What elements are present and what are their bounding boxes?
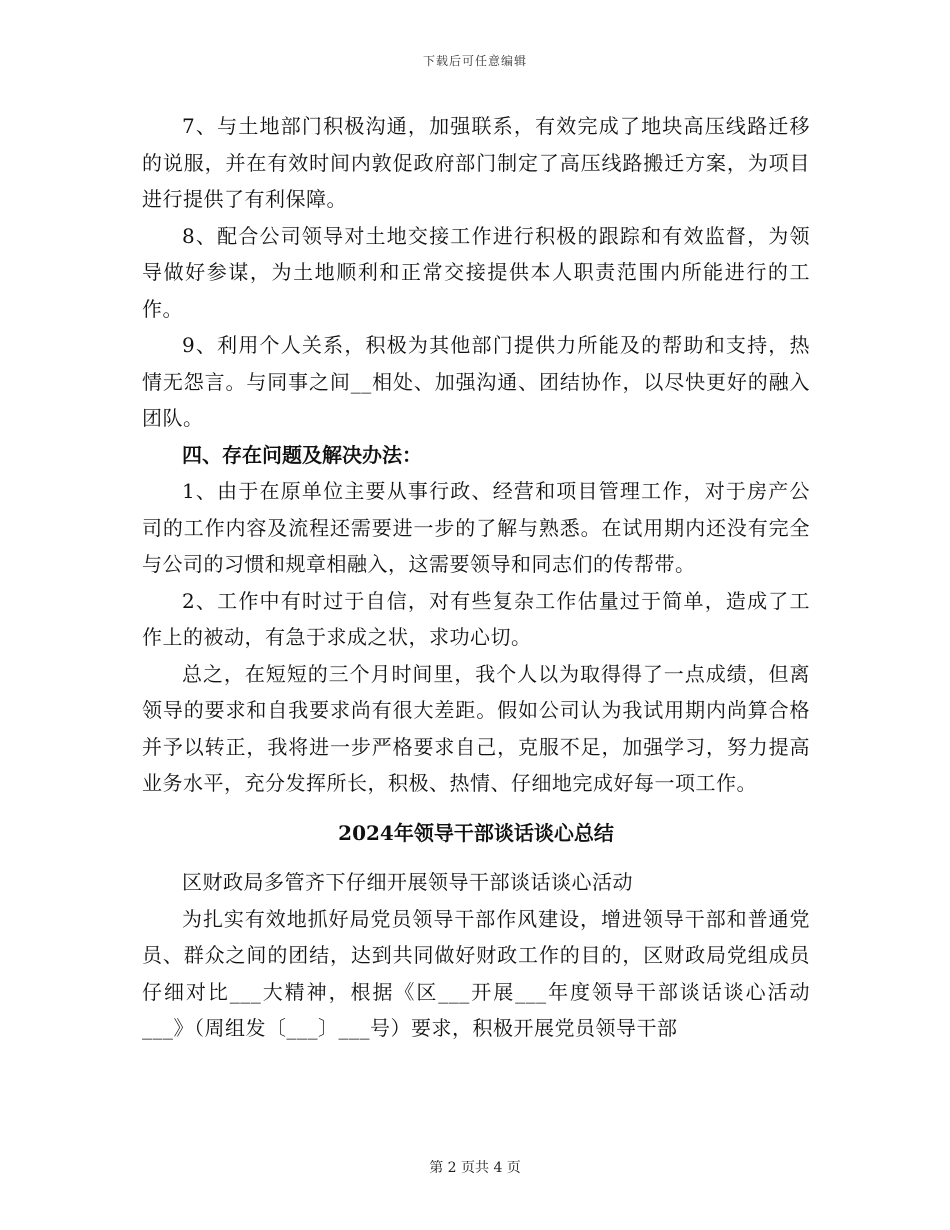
problem-paragraph-2: 2、工作中有时过于自信，对有些复杂工作估量过于简单，造成了工作上的被动，有急于求成之状，求功心切。 <box>142 588 810 649</box>
section-heading-4: 四、存在问题及解决办法： <box>182 442 422 467</box>
document-body <box>142 108 810 1047</box>
paragraph-9: 9、利用个人关系，积极为其他部门提供力所能及的帮助和支持，热情无怨言。与同事之间__相处、加强沟通、团结协作，以尽快更好的融入团队。 <box>142 333 810 430</box>
paragraph-8: 8、配合公司领导对土地交接工作进行积极的跟踪和有效监督，为领导做好参谋，为土地顺利和正常交接提供本人职责范围内所能进行的工作。 <box>142 223 810 321</box>
intro-paragraph: 为扎实有效地抓好局党员领导干部作风建设，增进领导干部和普通党员、群众之间的团结，达到共同做好财政工作的目的，区财政局党组成员仔细对比___大精神，根据《区___开展___年度领导干部谈话谈心活动___》（周组发〔___〕___号）要求，积极开展党员领导干部 <box>142 906 810 1040</box>
page-header: 下载后可任意编辑 <box>422 54 527 68</box>
paragraph-7: 7、与土地部门积极沟通，加强联系，有效完成了地块高压线路迁移的说服，并在有效时间内敦促政府部门制定了高压线路搬迁方案，为项目进行提供了有利保障。 <box>142 114 810 211</box>
subtitle-paragraph: 区财政局多管齐下仔细开展领导干部谈话谈心活动 <box>182 870 633 894</box>
page-footer: 第 2 页共 4 页 <box>429 1160 521 1176</box>
document-title: 2024年领导干部谈话谈心总结 <box>338 820 614 845</box>
problem-paragraph-1: 1、由于在原单位主要从事行政、经营和项目管理工作，对于房产公司的工作内容及流程还需要进一步的了解与熟悉。在试用期内还没有完全与公司的习惯和规章相融入，这需要领导和同志们的传帮带。 <box>142 479 810 576</box>
conclusion-paragraph: 总之，在短短的三个月时间里，我个人以为取得得了一点成绩，但离领导的要求和自我要求尚有很大差距。假如公司认为我试用期内尚算合格并予以转正，我将进一步严格要求自己，克服不足，加强学习，努力提高业务水平，充分发挥所长，积极、热情、仔细地完成好每一项工作。 <box>142 661 810 795</box>
